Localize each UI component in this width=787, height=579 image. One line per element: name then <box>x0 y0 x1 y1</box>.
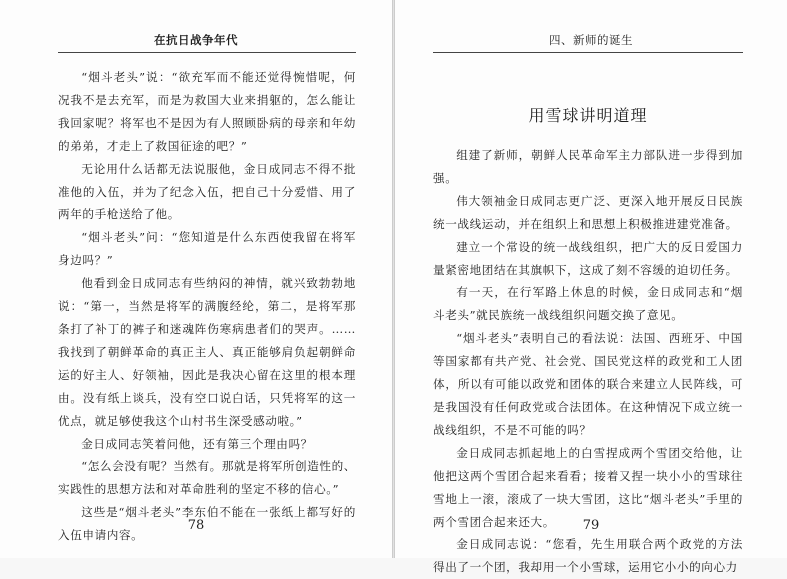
paragraph: “烟斗老头”问：“您知道是什么东西使我留在将军身边吗？” <box>58 230 356 268</box>
paragraph: 伟大领袖金日成同志更广泛、更深入地开展反日民族统一战线运动，并在组织上和思想上积极推进建党准备。 <box>433 193 743 231</box>
paragraph: 金日成同志说：“您看，先生用联合两个政党的方法得出了一个团，我却用一个小雪球，运用它小小的向心力 <box>433 537 743 575</box>
paragraph: 这些是“烟斗老头”李东伯不能在一张纸上都写好的入伍申请内容。 <box>58 505 356 543</box>
paragraph: 组建了新师，朝鲜人民革命军主力部队进一步得到加强。 <box>433 148 743 185</box>
paragraph: 金日成同志抓起地上的白雪捏成两个雪团交给他，让他把这两个雪团合起来看看；接着又捏一块小小的雪球往雪地上一滚，滚成了一块大雪团，这比“烟斗老头”手里的两个雪团合起来还大。 <box>433 445 743 529</box>
left-page-body <box>58 66 356 547</box>
right-page <box>395 0 787 575</box>
right-header-rule <box>433 52 743 53</box>
paragraph: “怎么会没有呢？当然有。那就是将军所创造性的、实践性的思想方法和对革命胜利的坚定不移的信心。” <box>58 459 356 497</box>
left-page <box>0 0 392 558</box>
right-page-body <box>433 144 743 579</box>
left-page-number: 78 <box>187 518 205 533</box>
paragraph: 他看到金日成同志有些纳闷的神情，就兴致勃勃地说：“第一，当然是将军的满腹经纶，第二，是将军那条打了补丁的裤子和迷魂阵伤寒病患者们的哭声。……我找到了朝鲜革命的真正主人、真正能够肩负起朝鲜命运的好主人、好领袖，因此是我决心留在这里的根本理由。没有纸上谈兵，没有空口说白话，只凭将军的这一优点，就足够使我这个山村书生深受感动啦。” <box>58 276 356 428</box>
paragraph: “烟斗老头”说：“欲充军而不能还觉得惋惜呢，何况我不是去充军，而是为救国大业来捐躯的，怎么能让我回家呢？将军也不是因为有人照顾卧病的母亲和年幼的弟弟，才走上了救国征途的吧？” <box>58 70 356 153</box>
paragraph: 无论用什么话都无法说服他，金日成同志不得不批准他的入伍，并为了纪念入伍，把自己十分爱惜、用了两年的手枪送给了他。 <box>58 161 356 222</box>
right-page-number: 79 <box>582 518 600 533</box>
paragraph: 金日成同志笑着问他，还有第三个理由吗？ <box>81 436 313 451</box>
paragraph: “烟斗老头”表明自己的看法说：法国、西班牙、中国等国家都有共产党、社会党、国民党这样的政党和工人团体，所以有可能以政党和团体的联合来建立人民阵线，可是我国没有任何政党或合法团体。在这种情况下成立统一战线组织，不是不可能的吗？ <box>433 331 743 437</box>
paragraph: 有一天，在行军路上休息的时候，金日成同志和“烟斗老头”就民族统一战线组织问题交换了意见。 <box>433 285 743 323</box>
left-header-rule <box>58 52 356 53</box>
section-title: 用雪球讲明道理 <box>528 106 648 125</box>
right-running-header: 四、新师的诞生 <box>549 33 633 47</box>
paragraph: 建立一个常设的统一战线组织，把广大的反日爱国力量紧密地团结在其旗帜下，这成了刻不容缓的迫切任务。 <box>433 239 743 277</box>
left-running-header: 在抗日战争年代 <box>154 33 238 47</box>
